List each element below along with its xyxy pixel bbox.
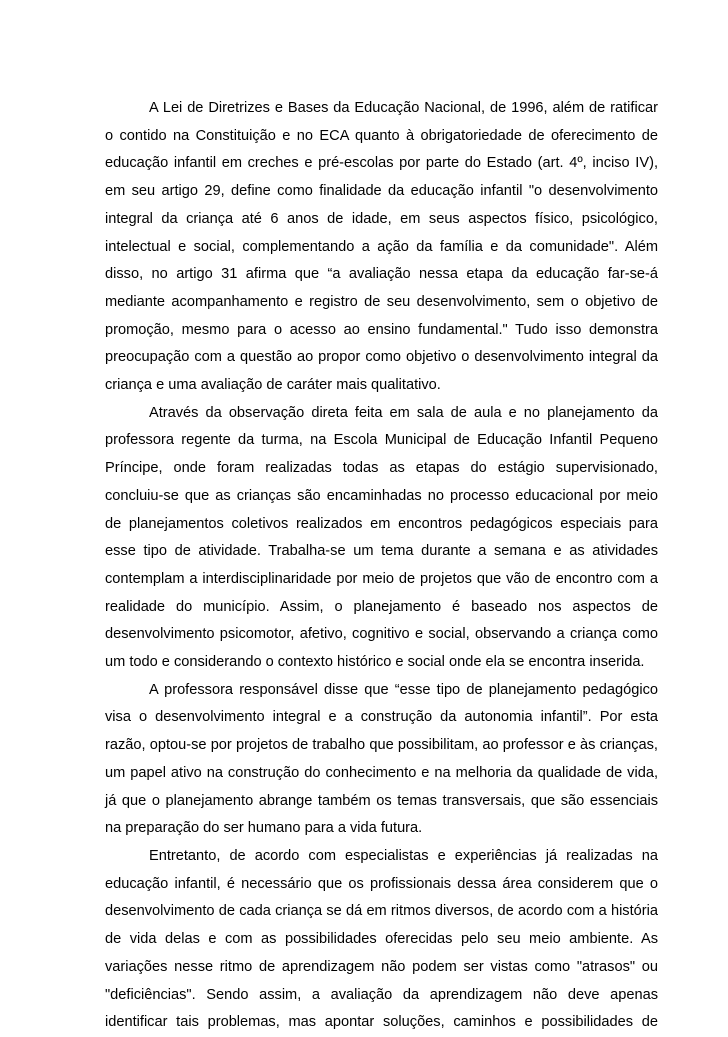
paragraph-3: A professora responsável disse que “esse tipo de planejamento pedagógico visa o desenvolvimento integral e a construção da autonomia infantil”. Por esta razão, optou-se por projetos de trabalho que possibilitam, ao professor e às crianças, um papel ativo na construção do conhecimento e na melhoria da qualidade de vida, já que o planejamento abrange também os temas transversais, que são essenciais na preparação do ser humano para a vida futura. xyxy=(105,681,658,837)
paragraph-1: A Lei de Diretrizes e Bases da Educação Nacional, de 1996, além de ratificar o contido na Constituição e no ECA quanto à obrigatoriedade de oferecimento de educação infantil em creches e pré-escolas por parte do Estado (art. 4º, inciso IV), em seu artigo 29, define como finalidade da educação infantil "o desenvolvimento integral da criança até 6 anos de idade, em seus aspectos físico, psicológico, intelectual e social, complementando a ação da família e da comunidade". Além disso, no artigo 31 afirma que “a avaliação nessa etapa da educação far-se-á mediante acompanhamento e registro de seu desenvolvimento, sem o objetivo de promoção, mesmo para o acesso ao ensino fundamental." Tudo isso demonstra preocupação com a questão ao propor como objetivo o desenvolvimento integral da criança e uma avaliação de caráter mais qualitativo. xyxy=(105,100,658,394)
paragraph-4: Entretanto, de acordo com especialistas e experiências já realizadas na educação infantil, é necessário que os profissionais dessa área considerem que o desenvolvimento de cada criança se dá em ritmos diversos, de acordo com a história de vida delas e com as possibilidades oferecidas pelo seu meio ambiente. As variações nesse ritmo de aprendizagem não podem ser vistas como "atrasos" ou "deficiências". Sendo assim, a avaliação da aprendizagem não deve apenas identificar tais problemas, mas apontar soluções, caminhos e possibilidades de xyxy=(105,847,658,1031)
document-body xyxy=(105,95,658,1037)
paragraph-2: Através da observação direta feita em sala de aula e no planejamento da professora regente da turma, na Escola Municipal de Educação Infantil Pequeno Príncipe, onde foram realizadas todas as etapas do estágio supervisionado, concluiu-se que as crianças são encaminhadas no processo educacional por meio de planejamentos coletivos realizados em encontros pedagógicos especiais para esse tipo de atividade. Trabalha-se um tema durante a semana e as atividades contemplam a interdisciplinaridade por meio de projetos que vão de encontro com a realidade do município. Assim, o planejamento é baseado nos aspectos de desenvolvimento psicomotor, afetivo, cognitivo e social, observando a criança como um todo e considerando o contexto histórico e social onde ela se encontra inserida. xyxy=(105,404,658,671)
